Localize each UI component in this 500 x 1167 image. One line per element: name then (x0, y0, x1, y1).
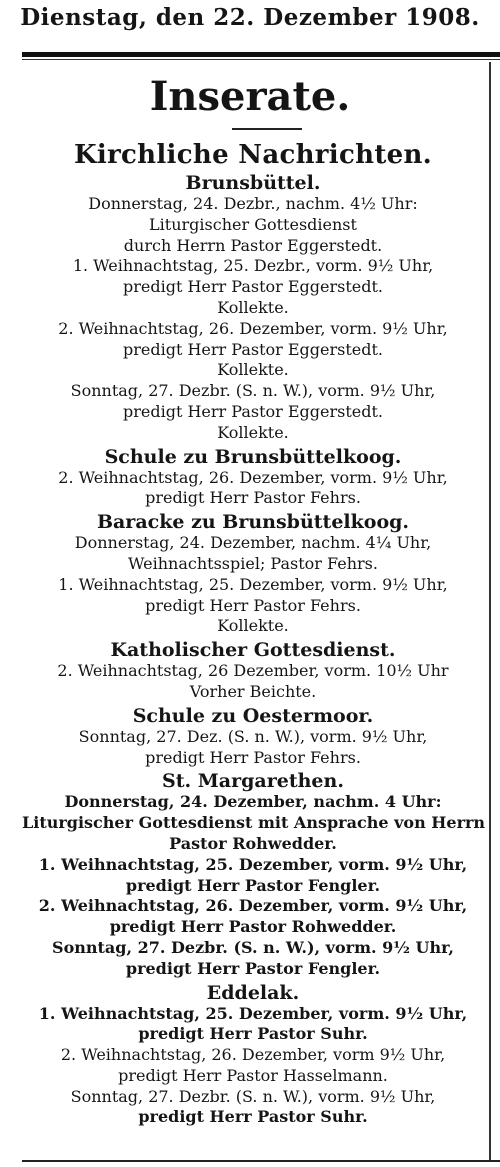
page-title: Inserate. (149, 73, 351, 120)
church-block (22, 639, 484, 703)
service-line: 2. Weihnachtstag, 26. Dezember, vorm 9½ Uhr, (60, 1045, 446, 1065)
service-line: predigt Herr Pastor Fehrs. (145, 488, 361, 508)
church-block (22, 982, 484, 1129)
service-line: predigt Herr Pastor Suhr. (138, 1024, 368, 1044)
header-thin-rule (22, 59, 500, 60)
page-header-date: Dienstag, den 22. Dezember 1908. (20, 4, 480, 31)
notice-column (22, 140, 484, 1128)
service-line: predigt Herr Pastor Fengler. (125, 875, 381, 895)
service-line: predigt Herr Pastor Fehrs. (145, 747, 361, 767)
block-heading: Katholischer Gottesdienst. (110, 639, 396, 662)
church-block (22, 446, 484, 510)
service-line: Kollekte. (217, 616, 289, 636)
service-line: 1. Weihnachtstag, 25. Dezember, vorm. 9½ Uhr, (58, 574, 448, 594)
service-line: Donnerstag, 24. Dezbr., nachm. 4½ Uhr: (88, 194, 418, 213)
service-line: 2. Weihnachtstag, 26 Dezember, vorm. 10½ Uhr (57, 661, 449, 681)
service-line: Sonntag, 27. Dezbr. (S. n. W.), vorm. 9½ Uhr, (52, 937, 454, 957)
block-heading: Brunsbüttel. (185, 172, 321, 194)
service-line: Vorher Beichte. (189, 681, 317, 701)
service-line: Sonntag, 27. Dez. (S. n. W.), vorm. 9½ Uhr, (78, 726, 428, 746)
service-line: 2. Weihnachtstag, 26. Dezember, vorm. 9½ Uhr, (58, 467, 448, 487)
block-heading: Schule zu Oestermoor. (132, 704, 374, 727)
service-line: durch Herrn Pastor Eggerstedt. (123, 235, 383, 255)
block-heading: Schule zu Brunsbüttelkoog. (104, 445, 402, 468)
church-block (22, 511, 484, 637)
service-line: predigt Herr Pastor Eggerstedt. (122, 339, 384, 359)
service-line: predigt Herr Pastor Eggerstedt. (122, 277, 384, 297)
service-line: Sonntag, 27. Dezbr. (S. n. W.), vorm. 9½ Uhr, (70, 1086, 436, 1106)
service-line: 2. Weihnachtstag, 26. Dezember, vorm. 9½ Uhr, (58, 318, 448, 338)
service-line: Liturgischer Gottesdienst mit Ansprache von Herrn (22, 813, 486, 833)
service-line: Kollekte. (217, 360, 289, 380)
service-line: 1. Weihnachtstag, 25. Dezember, vorm. 9½ Uhr, (38, 1003, 468, 1023)
service-line: 2. Weihnachtstag, 26. Dezember, vorm. 9½ Uhr, (38, 896, 468, 916)
service-line: predigt Herr Pastor Rohwedder. (109, 917, 397, 937)
service-line: Pastor Rohwedder. (169, 833, 337, 853)
service-line: Liturgischer Gottesdienst (149, 214, 357, 234)
service-line: predigt Herr Pastor Eggerstedt. (122, 401, 384, 421)
service-line: Weihnachtsspiel; Pastor Fehrs. (128, 553, 378, 573)
section-heading: Kirchliche Nachrichten. (73, 140, 433, 170)
church-block (22, 172, 484, 444)
column-divider (489, 62, 491, 1162)
title-underline (232, 128, 302, 130)
service-line: Donnerstag, 24. Dezember, nachm. 4¼ Uhr, (74, 533, 432, 553)
service-line: predigt Herr Pastor Hasselmann. (118, 1065, 388, 1085)
church-block (22, 705, 484, 769)
block-heading: Baracke zu Brunsbüttelkoog. (96, 511, 410, 534)
service-line: Donnerstag, 24. Dezember, nachm. 4 Uhr: (64, 792, 442, 812)
service-line: 1. Weihnachtstag, 25. Dezbr., vorm. 9½ Uhr, (72, 256, 434, 276)
block-heading: St. Margarethen. (162, 770, 344, 793)
bottom-rule (22, 1160, 500, 1162)
church-block (22, 770, 484, 979)
service-line: Kollekte. (217, 297, 289, 317)
service-line: predigt Herr Pastor Fehrs. (145, 595, 361, 615)
service-line: predigt Herr Pastor Suhr. (138, 1107, 368, 1127)
service-line: predigt Herr Pastor Fengler. (125, 958, 381, 978)
service-line: Sonntag, 27. Dezbr. (S. n. W.), vorm. 9½ Uhr, (70, 381, 436, 401)
service-line: Kollekte. (217, 422, 289, 442)
block-heading: Eddelak. (206, 981, 300, 1004)
header-thick-rule (22, 52, 500, 57)
service-line: 1. Weihnachtstag, 25. Dezember, vorm. 9½ Uhr, (38, 854, 468, 874)
